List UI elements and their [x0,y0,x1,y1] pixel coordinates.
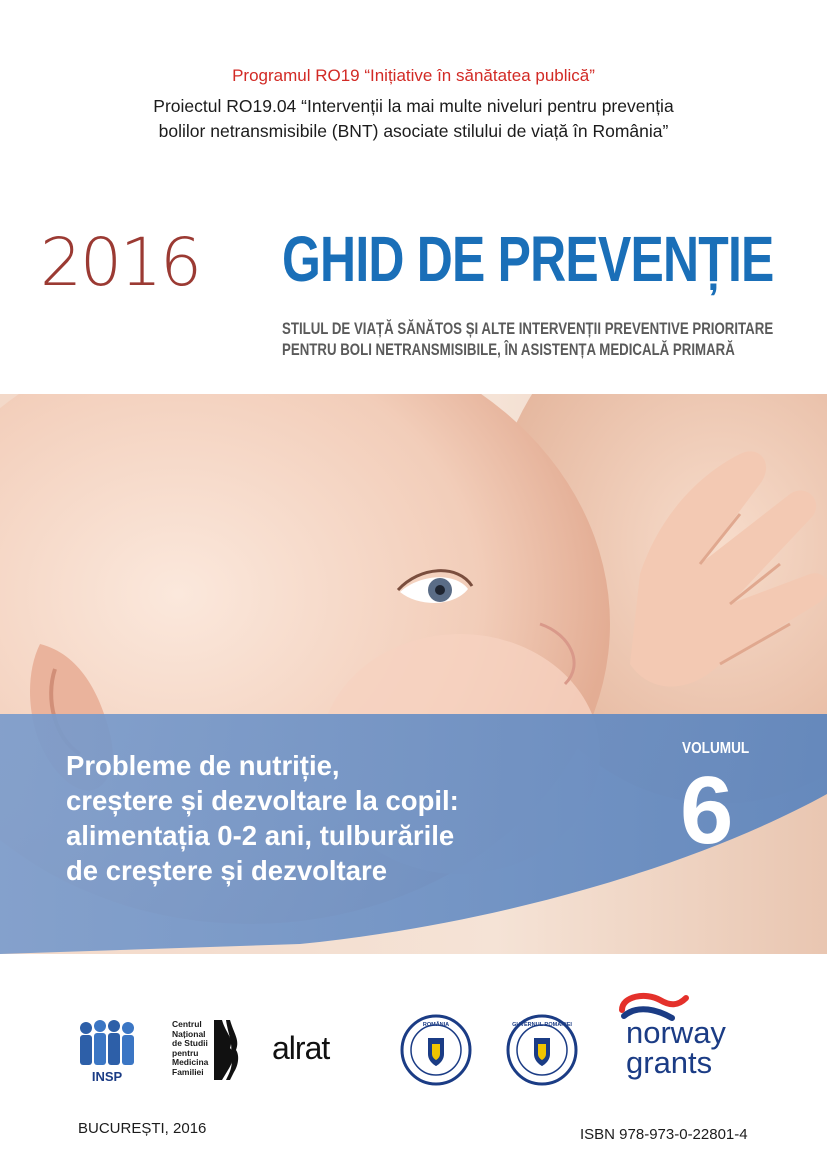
program-name: Programul RO19 “Inițiative în sănătatea publică” [232,66,595,85]
cnsmf-line: de Studii [172,1038,208,1048]
cnsmf-line: Familiei [172,1066,204,1077]
isbn: ISBN 978-973-0-22801-4 [580,1126,748,1143]
cnsmf-text [172,1020,212,1077]
alrat-logo: alrat [272,1030,330,1066]
grants-word: grants [626,1045,713,1080]
topic-line-1: Probleme de nutriție, [66,750,340,781]
insp-label: INSP [91,1069,123,1084]
guvernul-seal-text: GUVERNUL ROMÂNIEI [512,1022,572,1028]
publication-place-year: BUCUREȘTI, 2016 [78,1120,207,1137]
romania-seal-logo [400,1014,472,1091]
norway-word: norway [626,1015,726,1050]
cnsmf-line: Național [172,1028,206,1039]
topic-line-2: creștere și dezvoltare la copil: [66,785,459,816]
volume-number: 6 [680,757,734,864]
norway-grants-logo [614,990,764,1085]
subtitle-line-1: STILUL DE VIAȚĂ SĂNĂTOS ȘI ALTE INTERVENȚII PREVENTIVE PRIORITARE [282,319,774,338]
volume-label: VOLUMUL [682,740,750,757]
people-group-icon [76,1018,138,1068]
cnsmf-line: pentru [172,1047,199,1058]
cnsmf-line: Medicina [172,1057,209,1067]
topic-line-3: alimentația 0-2 ani, tulburările [66,820,455,851]
volume-topic [66,748,459,888]
cnsmf-logo [172,1020,244,1082]
romania-seal-text: ROMÂNIA [422,1022,450,1028]
subtitle-line-2: PENTRU BOLI NETRANSMISIBILE, ÎN ASISTENȚA MEDICALĂ PRIMARĂ [282,340,735,359]
insp-logo [76,1018,138,1084]
project-line-2: bolilor netransmisibile (BNT) asociate stilului de viață în România” [158,121,669,141]
guide-title: GHID DE PREVENȚIE [282,223,774,295]
project-line-1: Proiectul RO19.04 “Intervenții la mai multe niveluri pentru prevenția [153,96,674,116]
project-name [0,94,827,144]
cnsmf-line: Centrul [172,1019,202,1029]
guvernul-seal-logo [506,1014,578,1091]
guide-subtitle [282,318,774,360]
profile-faces-icon [210,1020,242,1080]
topic-line-4: de creștere și dezvoltare [66,855,388,886]
edition-year: 2016 [40,224,200,301]
